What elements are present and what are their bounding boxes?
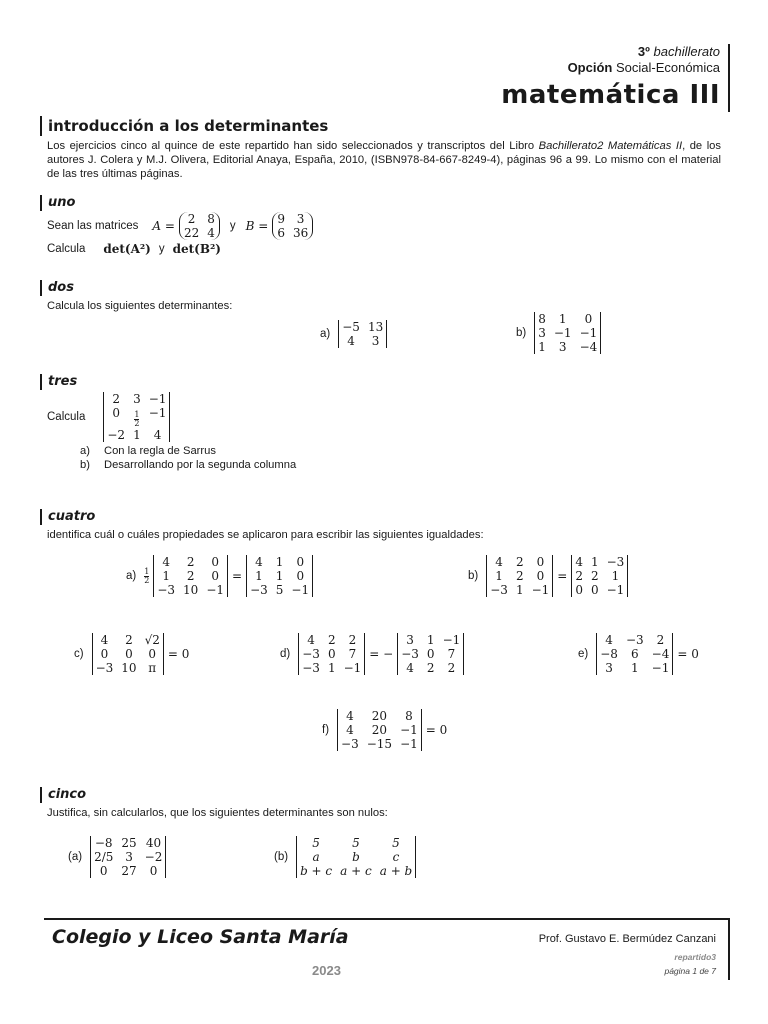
- matrix-cell: 4: [162, 555, 170, 569]
- dos-a: a) −5 13 4 3: [320, 320, 387, 348]
- matrix-cell: 22: [183, 226, 200, 240]
- matrix-cell: 0: [99, 864, 108, 878]
- dos-text: Calcula los siguientes determinantes:: [47, 300, 233, 312]
- matrix-cell: 3: [605, 661, 613, 675]
- matrix-cell: c: [392, 850, 400, 864]
- matrix-cell: 7: [447, 647, 456, 661]
- matrix-cell: 4: [575, 555, 583, 569]
- matrix-cell: 5: [392, 836, 400, 850]
- cinco-a: (a) −8 25 40 2/5 3 −2 0 27 0: [68, 836, 166, 878]
- tres-item-a: a) Con la regla de Sarrus: [80, 445, 216, 457]
- matrix-cell: 4: [347, 334, 355, 348]
- dos-b: b) 8 1 0 3 −1 −1 1 3 −4: [516, 312, 601, 354]
- matrix-cell: 4: [207, 226, 215, 240]
- matrix-cell: 1: [515, 583, 524, 597]
- matrix-cell: 3: [133, 392, 141, 406]
- matrix-cell: 6: [630, 647, 639, 661]
- matrix-cell: 2: [590, 569, 599, 583]
- matrix-cell: 25: [121, 836, 137, 850]
- matrix-cell: 13: [367, 320, 384, 334]
- matrix-cell: 4: [153, 428, 162, 442]
- matrix-cell: 0: [327, 647, 336, 661]
- cuatro-e: e) 4 −3 2 −8 6 −4 3 1 −1 = 0: [578, 633, 699, 675]
- matrix-cell: −1: [531, 583, 550, 597]
- matrix-cell: 0: [100, 647, 109, 661]
- matrix-cell: −2: [107, 428, 126, 442]
- cuatro-a: a) $\frac{1}{2}$ 4 2 0 1 2 0 −3 10 −1 = 4 1 0 1 1 0 −3 5 −1: [126, 555, 313, 597]
- matrix-cell: 2: [515, 569, 524, 583]
- matrix-cell: 0: [149, 864, 158, 878]
- matrix-cell: 3: [558, 340, 567, 354]
- matrix-cell: 2: [426, 661, 435, 675]
- tres-matrix: Calcula 2 3 −1 0 $\frac{1}{2}$ −1 −2 1 4: [47, 392, 170, 442]
- matrix-cell: −4: [651, 647, 670, 661]
- matrix-cell: 0: [148, 647, 157, 661]
- matrix-cell: 1: [327, 661, 336, 675]
- header-grade: 3º bachillerato: [637, 44, 720, 59]
- cinco-text: Justifica, sin calcularlos, que los siguientes determinantes son nulos:: [47, 807, 388, 819]
- footer-page-number: página 1 de 7: [664, 966, 716, 976]
- header-subject: matemática III: [501, 80, 720, 110]
- matrix-cell: 1: [255, 569, 263, 583]
- matrix-cell: 27: [121, 864, 137, 878]
- matrix-cell: 3: [406, 633, 414, 647]
- matrix-cell: 8: [538, 312, 546, 326]
- matrix-cell: 2: [186, 555, 195, 569]
- matrix-cell: 0: [125, 647, 133, 661]
- footer-year: 2023: [312, 963, 341, 978]
- matrix-cell: −1: [400, 723, 418, 737]
- matrix-cell: 0: [211, 569, 219, 583]
- matrix-cell: 2: [348, 633, 357, 647]
- matrix-cell: 1: [538, 340, 546, 354]
- matrix-cell: −1: [579, 326, 598, 340]
- matrix-cell: −15: [366, 737, 393, 751]
- matrix-cell: −3: [606, 555, 625, 569]
- matrix-cell: 4: [307, 633, 315, 647]
- matrix-cell: 2/5: [94, 850, 114, 864]
- matrix-cell: 4: [346, 723, 354, 737]
- matrix-cell: 0: [296, 555, 305, 569]
- matrix-cell: 0: [112, 406, 121, 420]
- matrix-cell: −3: [401, 647, 419, 661]
- matrix-cell: −3: [341, 737, 359, 751]
- cuatro-f: f) 4 20 8 4 20 −1 −3 −15 −1 = 0: [322, 709, 448, 751]
- matrix-cell: 1: [275, 569, 284, 583]
- footer-school: Colegio y Liceo Santa María: [52, 926, 349, 948]
- matrix-cell: 2: [515, 555, 524, 569]
- matrix-cell: 1: [611, 569, 620, 583]
- matrix-cell: 3: [125, 850, 133, 864]
- matrix-cell: 2: [656, 633, 665, 647]
- matrix-cell: 0: [584, 312, 593, 326]
- matrix-cell: −1: [291, 583, 310, 597]
- intro-text: Los ejercicios cinco al quince de este repartido han sido seleccionados y transcriptos del Libro Bachillerato2 Matemáticas II, de los autores J. Colera y M.J. Olivera, Editorial Anaya, España, 2010, (ISBN978-84-667-8249-4), páginas 96 a 99. Lo mismo con el material de las tres últimas páginas.: [47, 140, 722, 180]
- fraction-one-half: $\frac{1}{2}$: [134, 410, 140, 428]
- matrix-cell: 2: [327, 633, 336, 647]
- matrix-cell: a + b: [379, 864, 413, 878]
- matrix-cell: 40: [145, 836, 162, 850]
- matrix-cell: √2: [144, 633, 160, 647]
- matrix-cell: 0: [536, 555, 545, 569]
- section-dos-label: dos: [40, 280, 74, 296]
- matrix-cell: −3: [95, 661, 114, 675]
- matrix-cell: −3: [250, 583, 268, 597]
- matrix-cell: −3: [157, 583, 176, 597]
- matrix-cell: 4: [495, 555, 503, 569]
- matrix-cell: 8: [207, 212, 215, 226]
- matrix-cell: −1: [148, 392, 167, 406]
- matrix-cell: −4: [579, 340, 598, 354]
- matrix-cell: a + c: [340, 864, 372, 878]
- matrix-cell: 7: [348, 647, 357, 661]
- intro-title: introducción a los determinantes: [40, 116, 328, 136]
- matrix-cell: −3: [302, 661, 320, 675]
- matrix-cell: −1: [206, 583, 225, 597]
- matrix-cell: 1: [630, 661, 639, 675]
- matrix-cell: 0: [296, 569, 305, 583]
- matrix-cell: 1: [275, 555, 284, 569]
- section-cinco-label: cinco: [40, 787, 86, 803]
- cinco-b: (b) 5 5 5 a b c b + c a + c a + b: [274, 836, 416, 878]
- uno-calcula: Calcula det(A²) y det(B²): [47, 242, 221, 256]
- matrix-cell: −8: [600, 647, 618, 661]
- matrix-cell: −3: [490, 583, 508, 597]
- matrix-cell: −2: [144, 850, 163, 864]
- cuatro-b: b) 4 2 0 1 2 0 −3 1 −1 = 4 1 −3 2 2 1 0 0 −1: [468, 555, 628, 597]
- tres-item-b: b) Desarrollando por la segunda columna: [80, 459, 297, 471]
- matrix-cell: b + c: [300, 864, 333, 878]
- matrix-cell: π: [148, 661, 157, 675]
- matrix-cell: −5: [342, 320, 360, 334]
- matrix-cell: 1: [133, 428, 141, 442]
- matrix-cell: −8: [94, 836, 113, 850]
- matrix-cell: 0: [426, 647, 435, 661]
- matrix-cell: −1: [442, 633, 461, 647]
- matrix-cell: −1: [400, 737, 418, 751]
- matrix-cell: 6: [277, 226, 285, 240]
- section-uno-label: uno: [40, 195, 75, 211]
- matrix-cell: −1: [148, 406, 167, 420]
- matrix-cell: 2: [187, 212, 196, 226]
- footer-professor: Prof. Gustavo E. Bermúdez Canzani: [538, 933, 716, 945]
- matrix-cell: 3: [371, 334, 380, 348]
- matrix-cell: 4: [605, 633, 613, 647]
- matrix-cell: −3: [302, 647, 320, 661]
- matrix-cell: 4: [100, 633, 109, 647]
- matrix-cell: a: [312, 850, 320, 864]
- matrix-cell: 9: [277, 212, 285, 226]
- cuatro-c: c) 4 2 √2 0 0 0 −3 10 π = 0: [74, 633, 190, 675]
- matrix-A: [179, 212, 220, 240]
- matrix-cell: 3: [538, 326, 546, 340]
- cuatro-text: identifica cuál o cuáles propiedades se aplicaron para escribir las siguientes igualdades:: [47, 529, 484, 541]
- footer-doc: repartido3: [674, 952, 716, 962]
- matrix-cell: 8: [405, 709, 413, 723]
- section-tres-label: tres: [40, 374, 77, 390]
- matrix-cell: 5: [275, 583, 284, 597]
- matrix-cell: 20: [371, 723, 388, 737]
- matrix-cell: 4: [255, 555, 263, 569]
- matrix-cell: 2: [447, 661, 456, 675]
- header-option: Opción Social-Económica: [567, 60, 720, 75]
- matrix-cell: 2: [575, 569, 583, 583]
- matrix-cell: −1: [343, 661, 362, 675]
- uno-matrices: Sean las matrices A = 2 8 22 4 y B = 9 3 6 36: [47, 212, 313, 240]
- matrix-cell: 0: [590, 583, 599, 597]
- matrix-cell: 0: [536, 569, 545, 583]
- matrix-cell: 1: [495, 569, 503, 583]
- matrix-cell: 36: [292, 226, 309, 240]
- matrix-cell: 3: [296, 212, 305, 226]
- matrix-B: [272, 212, 313, 240]
- matrix-cell: 2: [112, 392, 121, 406]
- matrix-cell: b: [352, 850, 360, 864]
- matrix-cell: 10: [183, 583, 199, 597]
- matrix-cell: −3: [625, 633, 644, 647]
- matrix-cell: 1: [590, 555, 599, 569]
- matrix-cell: 4: [406, 661, 414, 675]
- footer-divider: [728, 918, 730, 980]
- matrix-cell: 1: [558, 312, 567, 326]
- section-cuatro-label: cuatro: [40, 509, 95, 525]
- header-divider: [728, 44, 730, 112]
- matrix-cell: −1: [606, 583, 625, 597]
- matrix-cell: [133, 406, 141, 428]
- matrix-cell: 0: [575, 583, 583, 597]
- matrix-cell: 10: [121, 661, 137, 675]
- matrix-cell: −1: [553, 326, 572, 340]
- matrix-cell: 2: [186, 569, 195, 583]
- matrix-cell: 1: [162, 569, 170, 583]
- matrix-cell: 5: [312, 836, 320, 850]
- matrix-cell: 1: [426, 633, 435, 647]
- footer-rule: [44, 918, 728, 920]
- cuatro-d: d) 4 2 2 −3 0 7 −3 1 −1 = − 3 1 −1 −3 0 7 4 2 2: [280, 633, 464, 675]
- matrix-cell: 2: [125, 633, 133, 647]
- matrix-cell: 20: [371, 709, 388, 723]
- matrix-cell: 0: [211, 555, 219, 569]
- matrix-cell: 4: [346, 709, 354, 723]
- matrix-cell: −1: [651, 661, 670, 675]
- matrix-cell: 5: [352, 836, 360, 850]
